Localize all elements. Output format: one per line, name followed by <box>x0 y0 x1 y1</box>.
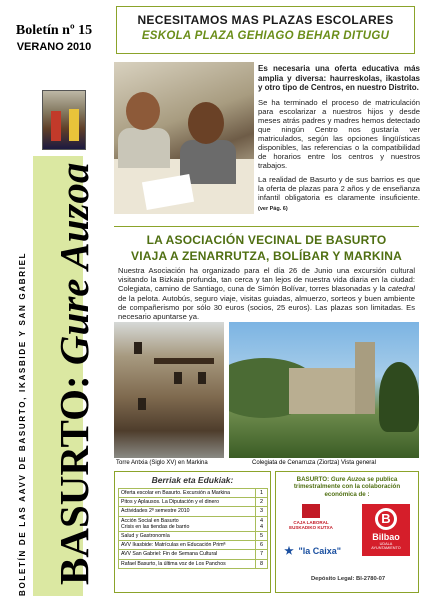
contents-page: 8 <box>256 559 268 568</box>
bulletin-subtitle: BOLETÍN DE LAS AAVV DE BASURTO, IKASBIDE Y SAN GABRIEL <box>18 251 27 596</box>
publication-title <box>51 155 97 585</box>
tower-caption: Torre Antxia (Siglo XV) en Markina <box>116 460 208 466</box>
headline-box <box>116 6 415 54</box>
children-photo <box>42 90 86 150</box>
bilbao-letter: B <box>375 508 397 530</box>
classroom-photo <box>114 62 254 214</box>
contents-item: Oferta escolar en Basurto. Excursión a Markina <box>119 489 256 498</box>
contents-item: Actividades 2º semestre 2010 <box>119 507 256 516</box>
trip-title-line2: VIAJA A ZENARRUTZA, BOLÍBAR Y MARKINA <box>131 249 402 263</box>
left-sidebar <box>0 0 112 608</box>
la-caixa-logo <box>284 542 346 562</box>
contents-page: 4 4 <box>256 516 268 531</box>
title-main: BASURTO: <box>51 365 97 585</box>
headline-basque: ESKOLA PLAZA GEHIAGO BEHAR DITUGU <box>141 30 390 42</box>
article-paragraph: Se ha terminado el proceso de matriculación para escolarizar a nuestros hijos y desde meses atrás padres y madres hemos detectado que ningún Centro nos gustaría ver matriculados, según las opciones lingüísticas disponibles, las referencias o la compatibilidad de horarios entre los centros y nuestros trabajos. <box>258 97 420 171</box>
contents-page: 5 <box>256 532 268 541</box>
contents-page: 6 <box>256 541 268 550</box>
bilbao-sub: UDALA AYUNTAMIENTO <box>371 542 401 550</box>
contents-page: 2 <box>256 498 268 507</box>
contents-box <box>114 471 271 593</box>
school-article <box>258 64 420 219</box>
contents-item: AVV Ikasbide: Matrículas en Educación Primª <box>119 541 256 550</box>
trip-body: Nuestra Asociación ha organizado para el día 26 de Junio una excursión cultural visitando la Bizkaia profunda, tan cerca y tan lejos de nuestra vida diaria en la ciudad: Colegiata, camino de Santiago, cuna de Simón Bolívar, torres blasonadas y la catedral de la pelota. Autobús, seguro viaje, visitas guiadas, almuerzo, sorteos y buen ambiente de compañerismo por sólo 30 euros (socios, 25 euros). Las plazas son limitadas. Es necesario apuntarse ya. <box>118 266 415 322</box>
issue-info <box>2 22 106 54</box>
trip-title-line1: LA ASOCIACIÓN VECINAL DE BASURTO <box>146 233 387 247</box>
headline: NECESITAMOS MAS PLAZAS ESCOLARES <box>137 13 394 27</box>
main-content <box>112 0 429 608</box>
sponsors-intro: BASURTO: Gure Auzoa se publica trimestralmente con la colaboración económica de : <box>293 476 401 498</box>
contents-page: 1 <box>256 489 268 498</box>
contents-row <box>119 541 268 550</box>
article-paragraph: La realidad de Basurto y de sus barrios es que la oferta de plazas para 2 años y de enseñanza infantil obligatoria es claramente insuficiente. (ver Pág. 6) <box>258 175 420 212</box>
contents-item: Acción Social en Basurto Crisis en las tiendas de barrio <box>119 516 256 531</box>
legal-deposit: Depósito Legal: BI-2780-07 <box>310 576 386 582</box>
la-caixa-text: "la Caixa" <box>298 545 342 556</box>
contents-item: Pitos y Aplausos. La Diputación y el dinero <box>119 498 256 507</box>
contents-item: Salud y Gastronomía <box>119 532 256 541</box>
contents-row <box>119 532 268 541</box>
contents-item: AVV San Gabriel: Fin de Semana Cultural <box>119 550 256 559</box>
bilbao-name: Bilbao <box>372 532 400 542</box>
issue-number: Boletín nº 15 <box>15 23 93 38</box>
church-photo <box>229 322 419 458</box>
article-lead: Es necesaria una oferta educativa más amplia y diversa: haurreskolas, ikastolas y otro tipo de Centros, en nuestro Distrito. <box>258 64 420 92</box>
contents-item: Rafael Basurto, la última voz de Los Panchos <box>119 559 256 568</box>
contents-row <box>119 489 268 498</box>
contents-row <box>119 559 268 568</box>
tower-photo <box>114 322 224 458</box>
star-icon <box>284 546 294 556</box>
bilbao-logo <box>362 504 410 556</box>
contents-row <box>119 507 268 516</box>
title-italic: Gure Auzoa <box>51 162 97 366</box>
contents-table <box>118 488 268 569</box>
church-caption: Colegiata de Cenarruza (Ziortza) Vista general <box>252 460 376 466</box>
contents-page: 7 <box>256 550 268 559</box>
contents-row <box>119 498 268 507</box>
contents-page: 3 <box>256 507 268 516</box>
contents-row <box>119 516 268 531</box>
issue-season: VERANO 2010 <box>16 41 92 53</box>
sponsors-box <box>275 471 419 593</box>
contents-row <box>119 550 268 559</box>
page-reference: (ver Pág. 6) <box>258 205 288 212</box>
caja-laboral-logo <box>286 502 336 536</box>
contents-heading: Berriak eta Edukiak: <box>151 475 234 485</box>
caja-laboral-text: CAJA LABORAL EUSKADIKO KUTXA <box>289 520 333 530</box>
